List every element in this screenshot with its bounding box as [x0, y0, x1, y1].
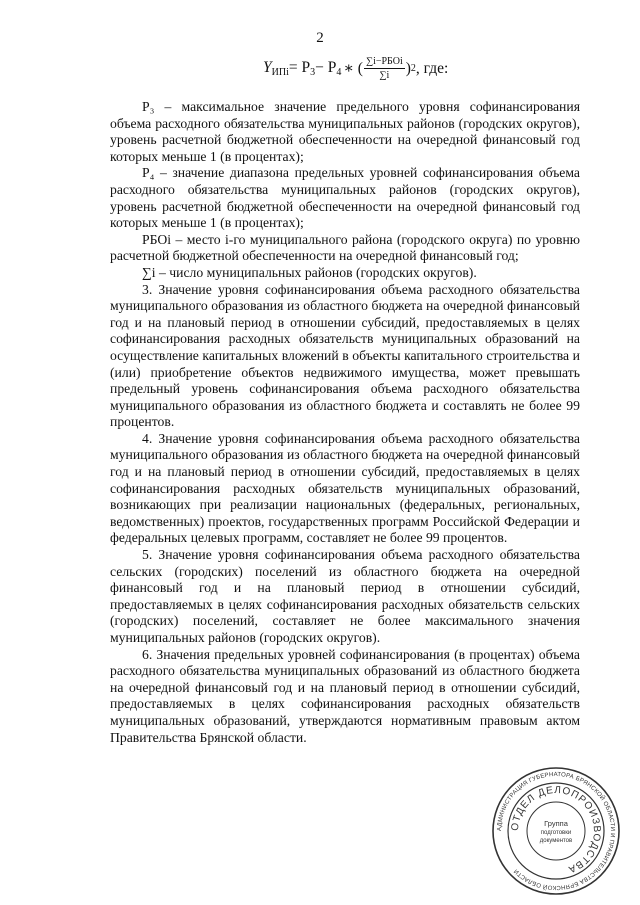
paragraph-item-6: 6. Значения предельных уровней софинансирования (в процентах) объема расходного обязательства муниципальных образований из областного бюджета на очередной финансовый год и на плановый период в отношении субсидий, предоставляемых в целях софинансирования расходных обязательств муниципальных образований, утверждаются нормативным правовым актом Правительства Брянской области. — [110, 646, 580, 745]
formula-denominator: ∑i — [379, 70, 390, 81]
formula-p4: − $P_4$ — [315, 59, 342, 78]
formula — [263, 56, 448, 81]
stamp-center-line-1: Группа — [544, 819, 568, 828]
paragraph-p3-definition: Р₃ – максимальное значение предельного уровня софинансирования объема расходного обязательства муниципальных районов (городских округов), уровень расчетной бюджетной обеспеченности на очередной финансовый год которых меньше 1 (в процентах); — [110, 99, 580, 164]
paragraph-rbo-definition: РБОi – место i-го муниципального района (городского округа) по уровню расчетной бюджетной обеспеченности на очередной финансовый год; — [110, 231, 580, 264]
stamp-center-line-2: подготовки — [540, 830, 572, 836]
stamp-inner-text: ОТДЕЛ ДЕЛОПРОИЗВОДСТВА — [509, 784, 603, 875]
stamp-center-line-3: документов — [539, 838, 573, 844]
paragraph-sum-definition: ∑i – число муниципальных районов (городских округов). — [142, 264, 477, 280]
formula-tail: , где: — [415, 59, 449, 77]
formula-lhs: $Y_{ИПi}$ — [263, 59, 289, 78]
page-number: 2 — [316, 30, 324, 46]
formula-close: ) — [405, 59, 411, 77]
stamp-outer-text: АДМИНИСТРАЦИЯ ГУБЕРНАТОРА БРЯНСКОЙ ОБЛАСТИ И ПРАВИТЕЛЬСТВА БРЯНСКОЙ ОБЛАСТИ — [496, 771, 616, 891]
paragraph-p4-definition: Р₄ – значение диапазона предельных уровней софинансирования объема расходного обязательства муниципальных районов (городских округов), уровень расчетной бюджетной обеспеченности на очередной финансовый год которых меньше 1 (в процентах); — [110, 165, 580, 231]
document-body — [110, 99, 580, 746]
formula-numerator: ∑i−РБОi — [365, 56, 403, 67]
formula-power: 2 — [410, 63, 416, 74]
paragraph-item-3: 3. Значение уровня софинансирования объема расходного обязательства муниципального образования из областного бюджета на очередной финансовый год и на плановый период в отношении субсидий, предоставляемых в целях софинансирования расходных обязательств муниципальных образований на осуществление капитальных вложений в объекты капитального строительства и (или) приобретение объектов недвижимого имущества, может превышать предельный уровень софинансирования объема расходного обязательства муниципального образования из областного бюджета и составлять не более 99 процентов. — [110, 281, 580, 430]
formula-mult: ∗ ( — [343, 60, 363, 77]
formula-fraction — [364, 56, 405, 81]
paragraph-item-4: 4. Значение уровня софинансирования объема расходного обязательства муниципального образования из областного бюджета на очередной финансовый год и на плановый период в отношении субсидий, предоставляемых в целях софинансирования расходных обязательств муниципальных образований, возникающих при реализации национальных (федеральных, региональных, ведомственных) проектов, государственных программ Российской Федерации и федеральных целевых программ, составляет не более 99 процентов. — [110, 430, 580, 546]
department-stamp — [490, 765, 622, 897]
formula-p3: = $P_3$ — [288, 59, 316, 78]
paragraph-item-5: 5. Значение уровня софинансирования объема расходного обязательства сельских (городских) поселений из областного бюджета на очередной финансовый год и на плановый период в отношении субсидий, предоставляемых в целях софинансирования расходных обязательств сельских (городских) поселений, составляет не более максимального значения муниципальных районов (городских округов). — [110, 547, 580, 645]
